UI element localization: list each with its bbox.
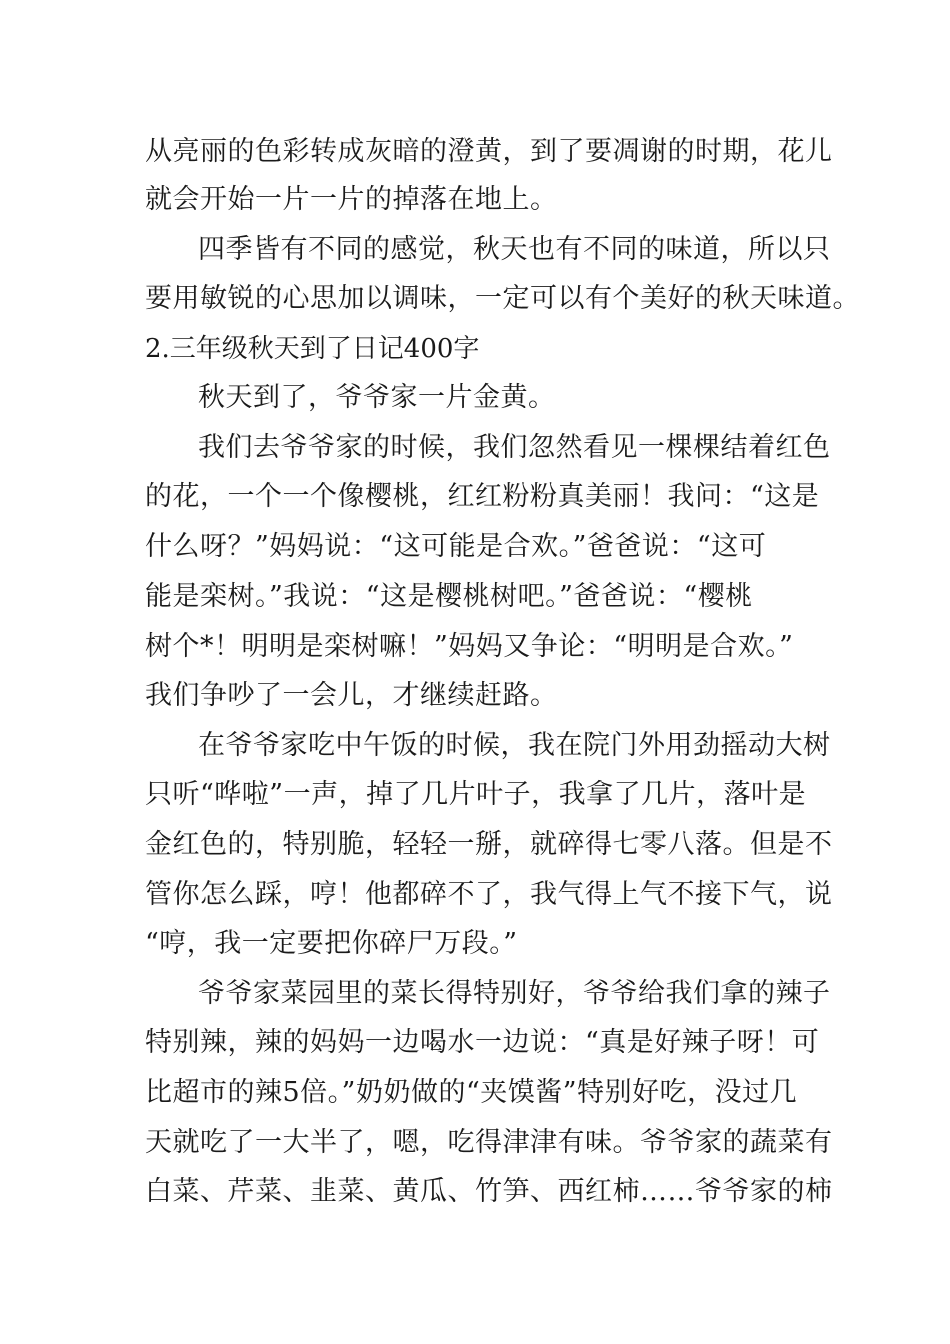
text-line: “哼，我一定要把你碎尸万段。” <box>145 928 518 959</box>
text-line: 我们争吵了一会儿，才继续赶路。 <box>145 680 558 711</box>
text-line: 什么呀？”妈妈说：“这可能是合欢。”爸爸说：“这可 <box>145 531 767 562</box>
text-line: 只听“哗啦”一声，掉了几片叶子，我拿了几片，落叶是 <box>145 779 807 810</box>
text-line: 能是栾树。”我说：“这是樱桃树吧。”爸爸说：“樱桃 <box>145 581 753 612</box>
text-line: 金红色的，特别脆，轻轻一掰，就碎得七零八落。但是不 <box>145 829 833 860</box>
section-heading: 2.三年级秋天到了日记400字 <box>145 334 480 364</box>
paragraph-start-line: 爷爷家菜园里的菜长得特别好，爷爷给我们拿的辣子 <box>198 978 831 1009</box>
text-line: 的花，一个一个像樱桃，红红粉粉真美丽！我问：“这是 <box>145 481 820 512</box>
text-line: 就会开始一片一片的掉落在地上。 <box>145 184 558 215</box>
paragraph-start-line: 四季皆有不同的感觉，秋天也有不同的味道，所以只 <box>198 234 831 265</box>
paragraph-start-line: 在爷爷家吃中午饭的时候，我在院门外用劲摇动大树 <box>198 730 831 761</box>
text-line: 树个*！明明是栾树嘛！”妈妈又争论：“明明是合欢。” <box>145 631 794 662</box>
text-line: 比超市的辣5倍。”奶奶做的“夹馍酱”特别好吃，没过几 <box>145 1077 798 1108</box>
text-line: 白菜、芹菜、韭菜、黄瓜、竹笋、西红柿……爷爷家的柿 <box>145 1176 833 1207</box>
text-line: 天就吃了一大半了，嗯，吃得津津有味。爷爷家的蔬菜有 <box>145 1127 833 1158</box>
paragraph-start-line: 我们去爷爷家的时候，我们忽然看见一棵棵结着红色 <box>198 432 831 463</box>
paragraph-start-line: 秋天到了，爷爷家一片金黄。 <box>198 382 556 413</box>
text-line: 特别辣，辣的妈妈一边喝水一边说：“真是好辣子呀！可 <box>145 1027 820 1058</box>
text-line: 从亮丽的色彩转成灰暗的澄黄，到了要凋谢的时期，花儿 <box>145 136 833 167</box>
text-line: 要用敏锐的心思加以调味，一定可以有个美好的秋天味道。 <box>145 283 860 314</box>
text-line: 管你怎么踩，哼！他都碎不了，我气得上气不接下气，说 <box>145 879 833 910</box>
